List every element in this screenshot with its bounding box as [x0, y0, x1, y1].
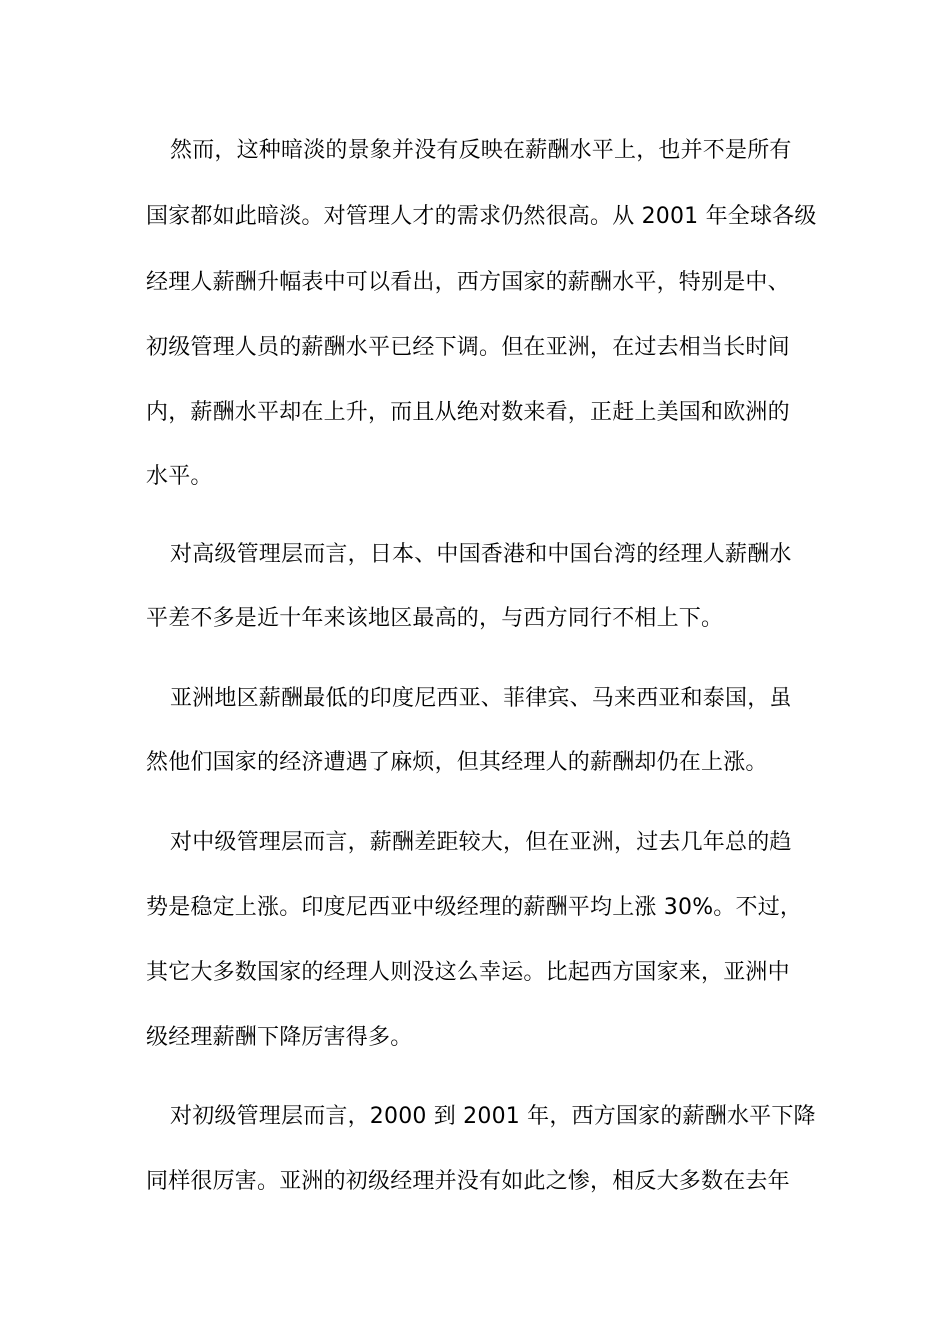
- paragraph-3-line-1: 亚洲地区薪酬最低的印度尼西亚、菲律宾、马来西亚和泰国，虽: [170, 686, 792, 711]
- paragraph-3-line-2: 然他们国家的经济遭遇了麻烦，但其经理人的薪酬却仍在上涨。: [146, 750, 768, 775]
- paragraph-4-line-1: 对中级管理层而言，薪酬差距较大，但在亚洲，过去几年总的趋: [170, 830, 792, 855]
- paragraph-5-line-1: 对初级管理层而言，2000 到 2001 年，西方国家的薪酬水平下降: [170, 1104, 816, 1129]
- paragraph-4-line-2: 势是稳定上涨。印度尼西亚中级经理的薪酬平均上涨 30%。不过，: [146, 895, 803, 920]
- paragraph-1-line-4: 初级管理人员的薪酬水平已经下调。但在亚洲，在过去相当长时间: [146, 335, 790, 360]
- paragraph-1-line-2: 国家都如此暗淡。对管理人才的需求仍然很高。从 2001 年全球各级: [146, 204, 817, 229]
- paragraph-1-line-5: 内，薪酬水平却在上升，而且从绝对数来看，正赶上美国和欧洲的: [146, 400, 790, 425]
- paragraph-1-line-1: 然而，这种暗淡的景象并没有反映在薪酬水平上，也并不是所有: [170, 138, 792, 163]
- paragraph-1-line-6: 水平。: [146, 464, 213, 489]
- paragraph-4-line-3: 其它大多数国家的经理人则没这么幸运。比起西方国家来，亚洲中: [146, 960, 790, 985]
- paragraph-2-line-2: 平差不多是近十年来该地区最高的，与西方同行不相上下。: [146, 606, 724, 631]
- paragraph-5-line-2: 同样很厉害。亚洲的初级经理并没有如此之惨，相反大多数在去年: [146, 1169, 790, 1194]
- paragraph-4-line-4: 级经理薪酬下降厉害得多。: [146, 1025, 413, 1050]
- paragraph-1-line-3: 经理人薪酬升幅表中可以看出，西方国家的薪酬水平，特别是中、: [146, 270, 790, 295]
- paragraph-2-line-1: 对高级管理层而言，日本、中国香港和中国台湾的经理人薪酬水: [170, 542, 792, 567]
